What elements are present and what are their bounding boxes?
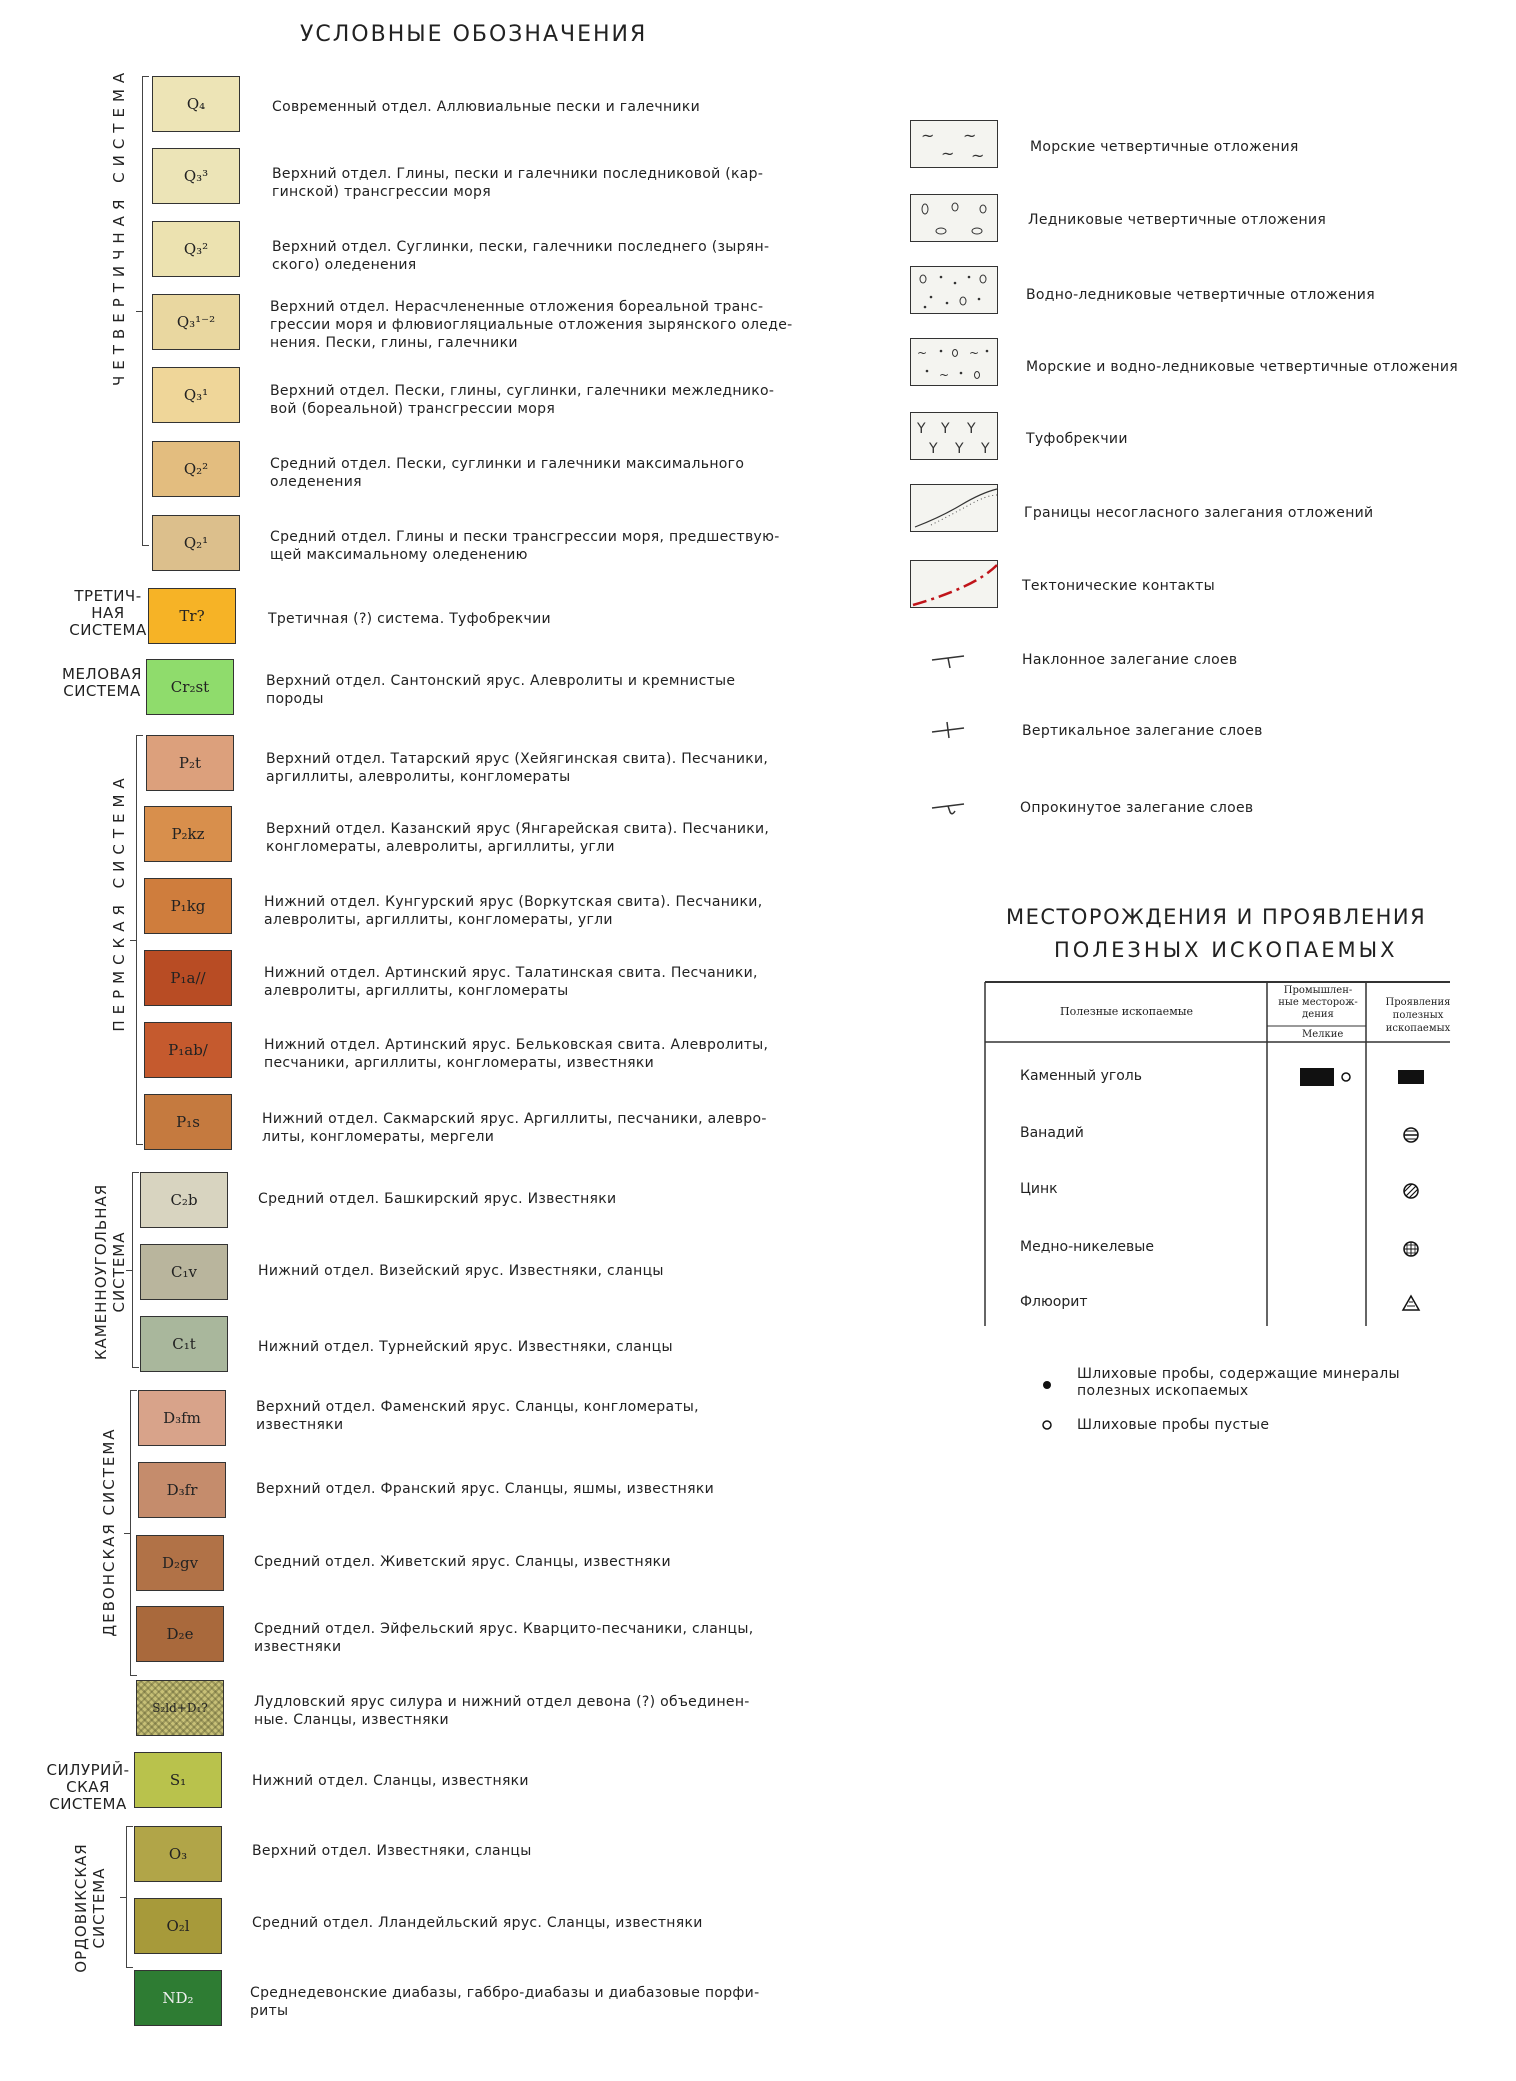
unit-description: Средний отдел. Пески, суглинки и галечники максимального оледенения xyxy=(270,456,745,490)
unit-description: Верхний отдел. Фаменский ярус. Сланцы, конгломераты, известняки xyxy=(256,1399,699,1433)
brace-devonian xyxy=(130,1390,131,1676)
unit-code: Q₃¹⁻² xyxy=(176,313,216,331)
unit-code: D₃fm xyxy=(163,1409,201,1427)
system-devonian-label: ДЕВОНСКАЯ СИСТЕМА xyxy=(100,1427,118,1637)
unit-swatch xyxy=(134,1752,222,1808)
unit-code: Tr? xyxy=(179,607,205,625)
unit-description: Верхний отдел. Пески, глины, суглинки, галечники межледнико- вой (бореальной) трансгрессии моря xyxy=(270,383,775,417)
unit-swatch xyxy=(136,1606,224,1662)
tuff-symbol xyxy=(910,412,998,460)
tectonic-label: Тектонические контакты xyxy=(1022,578,1215,594)
unit-description: Нижний отдел. Турнейский ярус. Известняки, сланцы xyxy=(258,1339,673,1355)
system-silurian-label: СИЛУРИЙ- СКАЯ СИСТЕМА xyxy=(46,1761,130,1813)
unit-swatch xyxy=(138,1390,226,1446)
unit-description: Нижний отдел. Визейский ярус. Известняки, сланцы xyxy=(258,1263,664,1279)
unit-swatch xyxy=(140,1244,228,1300)
unit-swatch xyxy=(136,1680,224,1736)
svg-text:Y: Y xyxy=(967,421,976,437)
unit-swatch xyxy=(152,148,240,204)
svg-text:Y: Y xyxy=(955,441,964,457)
unit-swatch xyxy=(144,806,232,862)
sample-filled-label: Шлиховые пробы, содержащие минералы полезных ископаемых xyxy=(1077,1366,1400,1399)
glacial-symbol xyxy=(910,194,998,242)
inclined-label: Наклонное залегание слоев xyxy=(1022,652,1238,668)
brace-carboniferous xyxy=(132,1172,133,1368)
unit-code: Q₃³ xyxy=(183,167,209,185)
unit-description: Нижний отдел. Кунгурский ярус (Воркутская свита). Песчаники, алевролиты, аргиллиты, конгломераты, угли xyxy=(264,894,763,928)
unit-description: Современный отдел. Аллювиальные пески и галечники xyxy=(272,99,700,115)
deposits-col-occurrences: Проявления полезных ископаемых xyxy=(1385,997,1451,1034)
unit-description: Нижний отдел. Сланцы, известняки xyxy=(252,1773,529,1789)
unit-description: Верхний отдел. Сантонский ярус. Алевролиты и кремнистые породы xyxy=(266,673,736,707)
unit-code: P₂kz xyxy=(171,825,205,843)
unit-description: Лудловский ярус силура и нижний отдел девона (?) объединен- ные. Сланцы, известняки xyxy=(254,1694,750,1728)
unit-description: Верхний отдел. Известняки, сланцы xyxy=(252,1843,532,1859)
unit-code: D₂gv xyxy=(161,1554,199,1572)
unit-swatch xyxy=(152,441,240,497)
unit-description: Средний отдел. Глины и пески трансгрессии моря, предшествую- щей максимальному оледенению xyxy=(270,529,780,563)
unit-code: P₁kg xyxy=(170,897,206,915)
unit-swatch xyxy=(134,1826,222,1882)
sample-filled-dot xyxy=(1040,1378,1054,1392)
unit-swatch xyxy=(134,1898,222,1954)
unit-code: Q₃² xyxy=(183,240,209,258)
deposits-title-line1: МЕСТОРОЖДЕНИЯ И ПРОЯВЛЕНИЯ xyxy=(1006,905,1427,929)
deposits-col-industrial: Промышлен- ные месторож- дения xyxy=(1278,985,1358,1020)
unit-swatch xyxy=(144,878,232,934)
svg-text:~: ~ xyxy=(963,126,977,145)
glacial-label: Ледниковые четвертичные отложения xyxy=(1028,212,1327,228)
svg-text:Y: Y xyxy=(929,441,938,457)
unit-swatch xyxy=(152,76,240,132)
sample-empty-dot xyxy=(1040,1418,1054,1432)
unit-code: P₁a// xyxy=(170,969,206,987)
brace-quaternary xyxy=(142,76,143,546)
system-ordovician-label: ОРДОВИКСКАЯ СИСТЕМА xyxy=(72,1843,108,1973)
marine-fluvioglacial-symbol xyxy=(910,338,998,386)
tuff-label: Туфобрекчии xyxy=(1026,431,1128,447)
svg-text:Y: Y xyxy=(941,421,950,437)
marine-fluvioglacial-label: Морские и водно-ледниковые четвертичные отложения xyxy=(1026,359,1458,375)
coal-occurrence-symbol xyxy=(1398,1070,1424,1084)
unit-swatch xyxy=(146,735,234,791)
svg-text:~: ~ xyxy=(939,368,950,382)
deposit-row-vanadium: Ванадий xyxy=(1020,1125,1084,1141)
fluvioglacial-label: Водно-ледниковые четвертичные отложения xyxy=(1026,287,1375,303)
unit-swatch xyxy=(136,1535,224,1591)
unit-swatch xyxy=(152,367,240,423)
legend-title: УСЛОВНЫЕ ОБОЗНАЧЕНИЯ xyxy=(300,22,648,47)
copper-nickel-symbol xyxy=(1404,1242,1418,1256)
unit-swatch xyxy=(144,1022,232,1078)
unit-swatch xyxy=(144,1094,232,1150)
vanadium-symbol xyxy=(1404,1128,1418,1142)
unit-description: Среднедевонские диабазы, габбро-диабазы и диабазовые порфи- риты xyxy=(250,1985,760,2019)
svg-text:Y: Y xyxy=(917,421,926,437)
coal-small-circle xyxy=(1342,1073,1350,1081)
system-quaternary-label: ЧЕТВЕРТИЧНАЯ СИСТЕМА xyxy=(110,66,128,386)
system-permian-label: ПЕРМСКАЯ СИСТЕМА xyxy=(110,772,128,1032)
vertical-symbol xyxy=(930,720,966,744)
unit-swatch xyxy=(152,294,240,350)
marine-symbol xyxy=(910,120,998,168)
unit-code: D₂e xyxy=(166,1625,194,1643)
unit-code: Q₄ xyxy=(186,95,206,113)
deposit-row-copper-nickel: Медно-никелевые xyxy=(1020,1239,1154,1255)
system-carboniferous-label: КАМЕННОУГОЛЬНАЯ СИСТЕМА xyxy=(92,1183,128,1361)
unit-description: Нижний отдел. Сакмарский ярус. Аргиллиты, песчаники, алевро- литы, конгломераты, мергели xyxy=(262,1111,767,1145)
deposits-col-minerals: Полезные ископаемые xyxy=(1060,1005,1194,1018)
unit-description: Верхний отдел. Франский ярус. Сланцы, яшмы, известняки xyxy=(256,1481,714,1497)
deposits-col-industrial-small: Мелкие xyxy=(1302,1029,1344,1040)
brace-ordovician xyxy=(126,1826,127,1968)
fluorite-symbol xyxy=(1403,1296,1419,1310)
unit-description: Третичная (?) система. Туфобрекчии xyxy=(268,611,551,627)
unit-description: Средний отдел. Лландейльский ярус. Сланцы, известняки xyxy=(252,1915,703,1931)
unit-code: Cr₂st xyxy=(170,678,210,696)
unit-swatch xyxy=(140,1172,228,1228)
unit-code: Q₂¹ xyxy=(183,534,209,552)
unit-description: Нижний отдел. Артинский ярус. Бельковская свита. Алевролиты, песчаники, аргиллиты, конгломераты, известняки xyxy=(264,1037,769,1071)
unit-swatch xyxy=(152,221,240,277)
svg-text:~: ~ xyxy=(917,346,928,360)
unit-swatch xyxy=(134,1970,222,2026)
fluvioglacial-symbol xyxy=(910,266,998,314)
unit-description: Средний отдел. Живетский ярус. Сланцы, известняки xyxy=(254,1554,671,1570)
deposit-row-fluorite: Флюорит xyxy=(1020,1294,1088,1310)
unit-description: Средний отдел. Башкирский ярус. Известняки xyxy=(258,1191,617,1207)
unit-code: O₃ xyxy=(168,1845,188,1863)
unit-swatch xyxy=(146,659,234,715)
unit-description: Верхний отдел. Татарский ярус (Хейягинская свита). Песчаники, аргиллиты, алевролиты, конгломераты xyxy=(266,751,769,785)
svg-text:~: ~ xyxy=(941,144,955,163)
unit-swatch xyxy=(152,515,240,571)
unit-description: Верхний отдел. Глины, пески и галечники последниковой (кар- гинской) трансгрессии моря xyxy=(272,166,764,200)
unconformity-symbol xyxy=(910,484,998,532)
overturned-symbol xyxy=(930,796,966,822)
sample-empty-label: Шлиховые пробы пустые xyxy=(1077,1417,1270,1433)
unit-code: D₃fr xyxy=(166,1481,198,1499)
unit-code: Q₂² xyxy=(183,460,209,478)
unit-swatch xyxy=(148,588,236,644)
unit-description: Верхний отдел. Суглинки, пески, галечники последнего (зырян- ского) оледенения xyxy=(272,239,770,273)
zinc-symbol xyxy=(1404,1184,1418,1198)
unit-swatch xyxy=(144,950,232,1006)
system-tertiary-label: ТРЕТИЧ- НАЯ СИСТЕМА xyxy=(69,587,147,639)
system-cretaceous-label: МЕЛОВАЯ СИСТЕМА xyxy=(62,665,142,700)
brace-permian xyxy=(136,735,137,1145)
unit-description: Верхний отдел. Нерасчлененные отложения бореальной транс- грессии моря и флювиогляциальные отложения зырянского оледе- нения. Пески, глины, галечники xyxy=(270,299,793,351)
unit-code: S₁ xyxy=(169,1771,187,1789)
svg-text:~: ~ xyxy=(971,146,985,165)
unconformity-label: Границы несогласного залегания отложений xyxy=(1024,505,1374,521)
unit-code: P₁ab/ xyxy=(168,1041,208,1059)
unit-code: Q₃¹ xyxy=(183,386,209,404)
unit-code: C₂b xyxy=(170,1191,198,1209)
unit-code: C₁v xyxy=(171,1263,197,1281)
inclined-symbol xyxy=(930,650,966,674)
unit-swatch xyxy=(138,1462,226,1518)
unit-code: S₂ld+D₁? xyxy=(152,1701,208,1715)
svg-text:~: ~ xyxy=(969,346,980,360)
unit-code: P₁s xyxy=(176,1113,200,1131)
deposit-row-zinc: Цинк xyxy=(1020,1181,1058,1197)
svg-text:~: ~ xyxy=(921,126,935,145)
deposit-row-coal: Каменный уголь xyxy=(1020,1068,1143,1084)
unit-description: Средний отдел. Эйфельский ярус. Кварцито-песчаники, сланцы, известняки xyxy=(254,1621,754,1655)
unit-code: C₁t xyxy=(172,1335,196,1353)
unit-swatch xyxy=(140,1316,228,1372)
unit-code: ND₂ xyxy=(162,1989,194,2007)
overturned-label: Опрокинутое залегание слоев xyxy=(1020,800,1254,816)
coal-deposit-symbol xyxy=(1300,1068,1334,1086)
tectonic-symbol xyxy=(910,560,998,608)
unit-code: O₂l xyxy=(166,1917,190,1935)
vertical-label: Вертикальное залегание слоев xyxy=(1022,723,1263,739)
marine-label: Морские четвертичные отложения xyxy=(1030,139,1299,155)
deposits-title-line2: ПОЛЕЗНЫХ ИСКОПАЕМЫХ xyxy=(1054,938,1398,962)
unit-description: Верхний отдел. Казанский ярус (Янгарейская свита). Песчаники, конгломераты, алевролиты, аргиллиты, угли xyxy=(266,821,770,855)
unit-code: P₂t xyxy=(178,754,202,772)
svg-text:Y: Y xyxy=(981,441,990,457)
unit-description: Нижний отдел. Артинский ярус. Талатинская свита. Песчаники, алевролиты, аргиллиты, конгломераты xyxy=(264,965,758,999)
